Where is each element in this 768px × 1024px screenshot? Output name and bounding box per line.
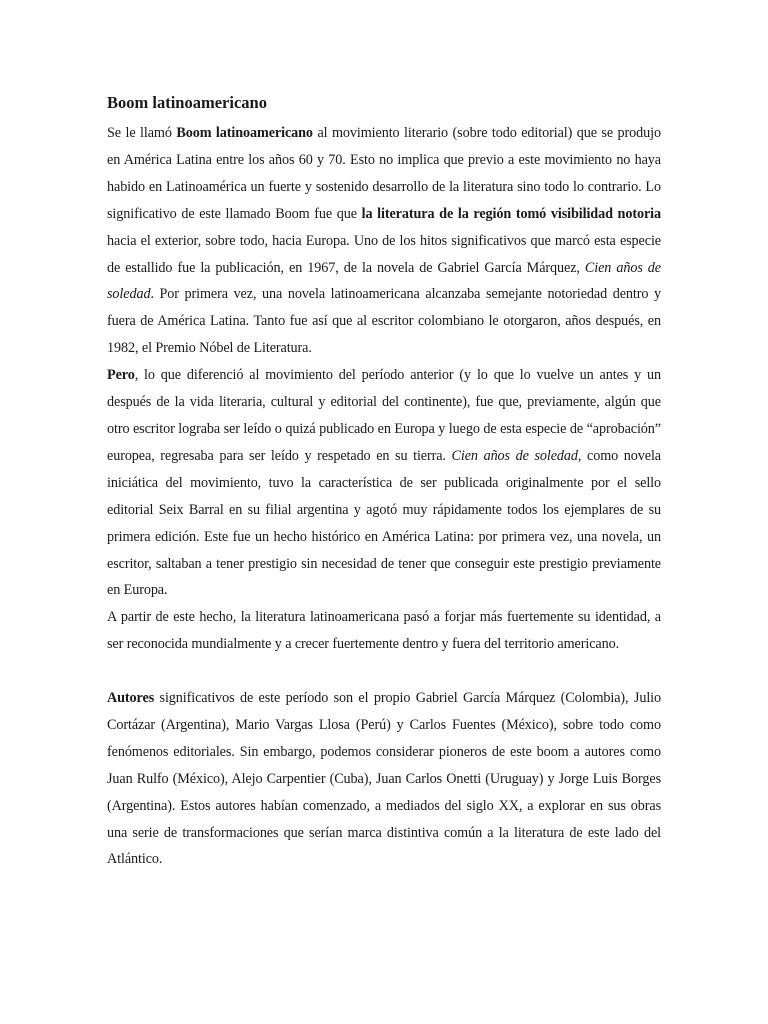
bold-phrase: la literatura de la región tomó visibilidad notoria (361, 205, 661, 222)
paragraph-text: hacia el exterior, sobre todo, hacia Europa. Uno de los hitos significativos que marcó esta especie de estallido fue la publicación, en 1967, de la novela de Gabriel García Márquez, (107, 232, 661, 276)
paragraph-text: , como novela iniciática del movimiento, tuvo la característica de ser publicada originalmente por el sello editorial Seix Barral en su filial argentina y agotó muy rápidamente todos los ejemplares de su primera edición. Este fue un hecho histórico en América Latina: por primera vez, una novela, un escritor, saltaban a tener prestigio sin necesidad de tener que conseguir este prestigio previamente en Europa. (107, 447, 661, 599)
bold-term: Pero (107, 367, 135, 384)
paragraph-text: al movimiento literario (sobre todo editorial) que se produjo en América Latina entre los años 60 y 70. Esto no implica que previo a este movimiento no haya habido en Latinoamérica un fuerte y sostenido desarrollo de la literatura sino todo lo contrario. Lo significativo de este llamado Boom fue que (107, 125, 661, 222)
paragraph-text: Se le llamó (107, 125, 177, 141)
paragraph-text: significativos de este período son el propio Gabriel García Márquez (Colombia), Julio Cortázar (Argentina), Mario Vargas Llosa (Perú) y Carlos Fuentes (México), sobre todo como fenómenos editoriales. Sin embargo, podemos considerar pioneros de este boom a autores como Juan Rulfo (México), Alejo Carpentier (Cuba), Juan Carlos Onetti (Uruguay) y Jorge Luis Borges (Argentina). Estos autores habían comenzado, a mediados del siglo XX, a explorar en sus obras una serie de transformaciones que serían marca distintiva común a la literatura de este lado del Atlántico. (107, 690, 661, 868)
paragraph-identidad: A partir de este hecho, la literatura latinoamericana pasó a forjar más fuertemente su identidad, a ser reconocida mundialmente y a crecer fuertemente dentro y fuera del territorio americano. (107, 609, 661, 653)
paragraph-text: . Por primera vez, una novela latinoamericana alcanzaba semejante notoriedad dentro y fuera de América Latina. Tanto fue así que al escritor colombiano le otorgaron, años después, en 1982, el Premio Nóbel de Literatura. (107, 286, 661, 357)
paragraph-text: , lo que diferenció al movimiento del período anterior (y lo que lo vuelve un antes y un después de la vida literaria, cultural y editorial del continente), fue que, previamente, algún que otro escritor lograba ser leído o quizá publicado en Europa y luego de esta especie de “aprobación” europea, regresaba para ser leído y respetado en su tierra. (107, 367, 661, 464)
document-page (107, 92, 661, 873)
bold-term: Boom latinoamericano (176, 125, 313, 141)
paragraph-autores (107, 685, 661, 873)
paragraph-intro (107, 120, 661, 362)
bold-term: Autores (107, 690, 155, 707)
paragraph-pero (107, 362, 661, 604)
paragraph-spacer (107, 658, 661, 685)
italic-book-title: Cien años de soledad (107, 259, 661, 303)
italic-book-title: Cien años de soledad (451, 447, 578, 464)
document-title: Boom latinoamericano (107, 93, 267, 112)
